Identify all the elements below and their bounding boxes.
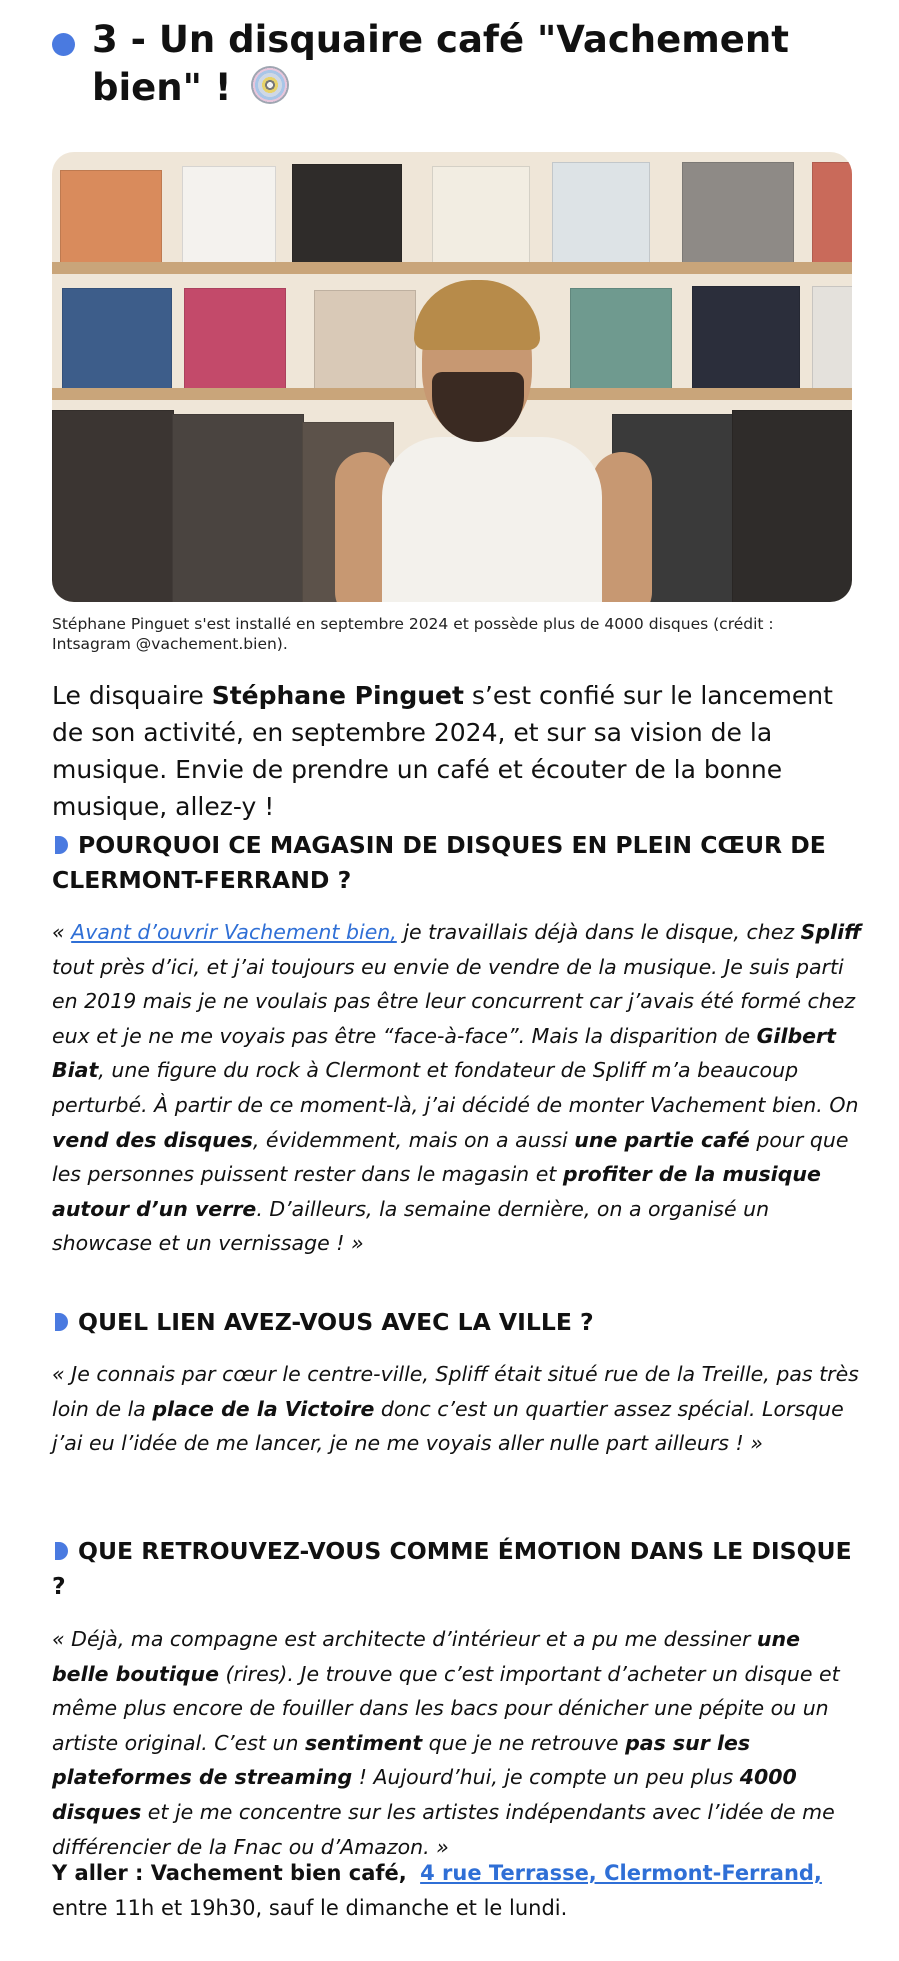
quote-bold: place de la Victoire xyxy=(152,1396,375,1421)
subheading-3 xyxy=(52,1534,852,1604)
quote-bold: sentiment xyxy=(304,1730,423,1755)
quote-text: « Je connais par cœur le centre-ville, Spliff était situé rue de la Treille, pas très loin de la xyxy=(52,1362,859,1421)
subheading-1 xyxy=(52,828,852,898)
section-heading-title: 3 - Un disquaire café "Vachement bien" ! xyxy=(92,18,789,109)
section-heading-text xyxy=(92,16,852,112)
quote-text: je travaillais déjà dans le disque, chez xyxy=(396,920,801,944)
intro-paragraph xyxy=(52,677,862,825)
record-cover xyxy=(812,162,852,264)
quote-text: . D’ailleurs, la semaine dernière, on a organisé un showcase et un vernissage ! » xyxy=(52,1196,770,1256)
quote-text: (rires). Je trouve que c’est important d’acheter un disque et même plus encore de fouiller dans les bacs pour dénicher une pépite ou un artiste original. C’est un xyxy=(52,1661,840,1755)
shelf xyxy=(52,262,852,274)
quote-bold: une partie café xyxy=(574,1127,750,1152)
quote-bold: pas sur les plateformes de streaming xyxy=(52,1730,751,1790)
cd-disc-icon xyxy=(251,66,289,104)
intro-name: Stéphane Pinguet xyxy=(211,681,464,710)
person-beanie xyxy=(414,280,540,350)
address-link[interactable]: 4 rue Terrasse, Clermont-Ferrand, xyxy=(420,1861,822,1885)
quote-text: « xyxy=(52,920,72,944)
quote-3 xyxy=(52,1622,862,1864)
section-heading xyxy=(52,16,872,112)
subheading-text: POURQUOI CE MAGASIN DE DISQUES EN PLEIN CŒUR DE CLERMONT-FERRAND ? xyxy=(52,831,826,894)
record-cover xyxy=(692,286,800,390)
visit-label: Y aller : Vachement bien café, xyxy=(52,1861,407,1885)
record-cover xyxy=(292,164,402,264)
quote-text: et je me concentre sur les artistes indépendants avec l’idée de me différencier de la Fnac ou d’Amazon. » xyxy=(52,1799,835,1859)
visit-info xyxy=(52,1856,862,1926)
photo-caption: Stéphane Pinguet s'est installé en septembre 2024 et possède plus de 4000 disques (crédit : Intsagram @vachement.bien). xyxy=(52,615,774,653)
quote-text: , évidemment, mais on a aussi xyxy=(252,1127,575,1152)
opening-hours: entre 11h et 19h30, sauf le dimanche et le lundi. xyxy=(52,1896,568,1920)
quote-bold: 4000 disques xyxy=(52,1765,797,1824)
blue-dot-icon xyxy=(52,33,75,56)
vachement-bien-link[interactable]: Avant d’ouvrir Vachement bien, xyxy=(71,920,397,944)
record-cover xyxy=(62,288,172,390)
person-beard xyxy=(432,372,524,442)
store-photo xyxy=(52,152,852,602)
quote-bold: Spliff xyxy=(800,920,862,944)
quote-bold: profiter de la musique autour d’un verre xyxy=(52,1162,821,1221)
record-cover xyxy=(184,288,286,390)
quote-text: ! Aujourd’hui, je compte un peu plus xyxy=(352,1765,740,1790)
quote-text: pour que les personnes puissent rester dans le magasin et xyxy=(52,1127,849,1187)
quote-bold: Gilbert Biat xyxy=(52,1023,836,1083)
record-cover xyxy=(314,290,416,390)
record-cover xyxy=(570,288,672,390)
quote-text: , une figure du rock à Clermont et fondateur de Spliff m’a beaucoup perturbé. À partir de ce moment-là, j’ai décidé de monter Vachement bien. On xyxy=(52,1058,859,1117)
quote-2 xyxy=(52,1357,862,1461)
person-torso xyxy=(382,437,602,602)
record-cover xyxy=(812,286,852,390)
record-cover xyxy=(432,166,530,264)
record-cover xyxy=(552,162,650,264)
record-bin xyxy=(732,410,852,602)
record-bin xyxy=(52,410,174,602)
quote-bold: une belle boutique xyxy=(52,1627,801,1686)
record-cover xyxy=(182,166,276,264)
quote-text: « Déjà, ma compagne est architecte d’intérieur et a pu me dessiner xyxy=(52,1627,757,1651)
quote-text: tout près d’ici, et j’ai toujours eu envie de vendre de la musique. Je suis parti en 2019 mais je ne voulais pas être leur concurrent car j’avais été formé chez eux et je ne me voyais pas être “face-à-face”. Mais la disparition de xyxy=(52,954,856,1048)
half-circle-marker-icon xyxy=(52,836,68,854)
quote-text: que je ne retrouve xyxy=(422,1730,626,1755)
subheading-text: QUE RETROUVEZ-VOUS COMME ÉMOTION DANS LE DISQUE ? xyxy=(52,1537,852,1600)
intro-text: Le disquaire xyxy=(52,681,212,710)
subheading-2 xyxy=(52,1305,852,1340)
record-bin xyxy=(172,414,304,602)
quote-bold: vend des disques xyxy=(52,1127,253,1152)
record-cover xyxy=(60,170,162,264)
subheading-text: QUEL LIEN AVEZ-VOUS AVEC LA VILLE ? xyxy=(78,1308,594,1336)
quote-text: donc c’est un quartier assez spécial. Lorsque j’ai eu l’idée de me lancer, je ne me voyais aller nulle part ailleurs ! » xyxy=(52,1396,844,1456)
record-cover xyxy=(682,162,794,264)
intro-text: s’est confié sur le lancement de son activité, en septembre 2024, et sur sa vision de la musique. Envie de prendre un café et écouter de la bonne musique, allez-y ! xyxy=(52,681,833,821)
quote-1 xyxy=(52,915,862,1261)
half-circle-marker-icon xyxy=(52,1313,68,1331)
half-circle-marker-icon xyxy=(52,1542,68,1560)
